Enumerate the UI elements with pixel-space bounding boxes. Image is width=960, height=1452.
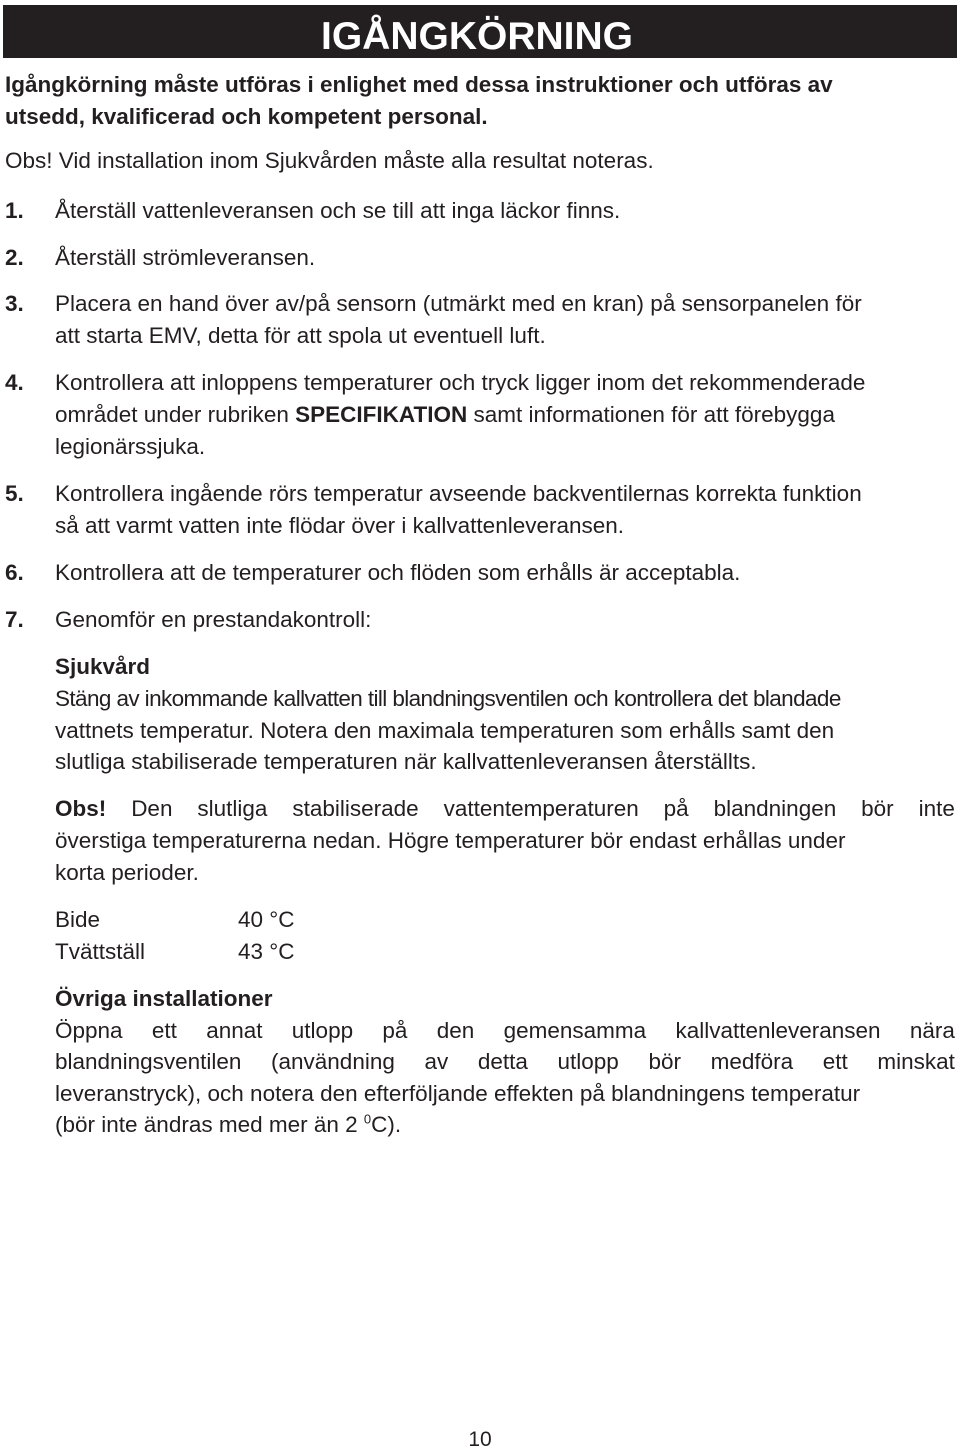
specification-reference: SPECIFIKATION bbox=[295, 402, 468, 427]
other-word: den bbox=[436, 1018, 475, 1043]
step-2-number: 2. bbox=[5, 245, 24, 270]
step-1-text: Återställ vattenleveransen och se till att inga läckor finns. bbox=[55, 198, 621, 223]
other-word: annat bbox=[206, 1018, 263, 1043]
note-label: Obs! bbox=[5, 148, 53, 173]
step-4-line-1: Kontrollera att inloppens temperaturer och tryck ligger inom det rekommenderade bbox=[55, 370, 866, 395]
other-word: bör bbox=[648, 1049, 681, 1074]
fixture-label: Bide bbox=[55, 907, 101, 932]
note2-word: på bbox=[663, 796, 689, 821]
note2-word: vattentemperaturen bbox=[443, 796, 639, 821]
step-5-line-1: Kontrollera ingående rörs temperatur avseende backventilernas korrekta funktion bbox=[55, 481, 862, 506]
step-4-line-2-post: samt informationen för att förebygga bbox=[473, 402, 835, 427]
step-5-line-2: så att varmt vatten inte flödar över i kallvattenleveransen. bbox=[55, 513, 625, 538]
note2-line-3: korta perioder. bbox=[55, 860, 199, 885]
intro-line-2: utsedd, kvalificerad och kompetent personal. bbox=[5, 104, 488, 129]
note2-word: stabiliserade bbox=[292, 796, 419, 821]
header-bar bbox=[3, 5, 957, 58]
step-3-line-1: Placera en hand över av/på sensorn (utmärkt med en kran) på sensorpanelen för bbox=[55, 291, 862, 316]
step-6-number: 6. bbox=[5, 560, 24, 585]
step-4-number: 4. bbox=[5, 370, 24, 395]
healthcare-line-2: vattnets temperatur. Notera den maximala temperaturen som erhålls samt den bbox=[55, 718, 835, 743]
step-6-text: Kontrollera att de temperaturer och flöden som erhålls är acceptabla. bbox=[55, 560, 741, 585]
note2-label: Obs! bbox=[55, 796, 107, 821]
other-word: ett bbox=[822, 1049, 848, 1074]
fixture-label: Tvättställ bbox=[55, 939, 146, 964]
intro-line-1: Igångkörning måste utföras i enlighet med dessa instruktioner och utföras av bbox=[5, 72, 833, 97]
healthcare-line-1: Stäng av inkommande kallvatten till blandningsventilen och kontrollera det blandade bbox=[55, 686, 841, 711]
note2-word: inte bbox=[918, 796, 955, 821]
healthcare-line-3: slutliga stabiliserade temperaturen när kallvattenleveransen återställts. bbox=[55, 749, 757, 774]
other-word: blandningsventilen bbox=[55, 1049, 242, 1074]
other-word: minskat bbox=[877, 1049, 955, 1074]
other-line-4-post: C). bbox=[371, 1112, 402, 1137]
step-3-number: 3. bbox=[5, 291, 24, 316]
note2-word: bör bbox=[861, 796, 894, 821]
other-word: Öppna bbox=[55, 1018, 123, 1043]
note-line bbox=[5, 148, 654, 174]
temperature-value: 40 °C bbox=[238, 907, 295, 932]
step-3-line-2: att starta EMV, detta för att spola ut eventuell luft. bbox=[55, 323, 546, 348]
temperature-value: 43 °C bbox=[238, 939, 295, 964]
step-2-text: Återställ strömleveransen. bbox=[55, 245, 316, 270]
other-word: ett bbox=[151, 1018, 177, 1043]
other-line-4 bbox=[55, 1112, 401, 1138]
other-word: medföra bbox=[710, 1049, 794, 1074]
step-7-text: Genomför en prestandakontroll: bbox=[55, 607, 372, 632]
page-title: IGÅNGKÖRNING bbox=[321, 15, 633, 58]
other-line-1 bbox=[55, 1018, 955, 1044]
other-word: nära bbox=[909, 1018, 955, 1043]
other-installations-heading: Övriga installationer bbox=[55, 986, 273, 1011]
note-text: Vid installation inom Sjukvården måste alla resultat noteras. bbox=[58, 148, 654, 173]
degree-superscript: 0 bbox=[363, 1111, 372, 1127]
note2-word: Den bbox=[131, 796, 173, 821]
other-word: (användning bbox=[271, 1049, 395, 1074]
other-word: av bbox=[424, 1049, 449, 1074]
other-word: utlopp bbox=[291, 1018, 354, 1043]
step-7-number: 7. bbox=[5, 607, 24, 632]
other-line-2 bbox=[55, 1049, 955, 1075]
other-word: gemensamma bbox=[503, 1018, 647, 1043]
healthcare-heading: Sjukvård bbox=[55, 654, 151, 679]
page-number: 10 bbox=[468, 1428, 492, 1451]
step-1-number: 1. bbox=[5, 198, 24, 223]
other-line-4-pre: (bör inte ändras med mer än 2 bbox=[55, 1112, 364, 1137]
note2-line-2: överstiga temperaturerna nedan. Högre temperaturer bör endast erhållas under bbox=[55, 828, 846, 853]
other-line-3: leveranstryck), och notera den efterföljande effekten på blandningens temperatur bbox=[55, 1081, 861, 1106]
other-word: kallvattenleveransen bbox=[675, 1018, 881, 1043]
step-4-line-2-pre: området under rubriken bbox=[55, 402, 289, 427]
other-word: på bbox=[382, 1018, 408, 1043]
note2-line-1 bbox=[55, 796, 955, 822]
step-4-line-3: legionärssjuka. bbox=[55, 434, 206, 459]
note2-word: slutliga bbox=[197, 796, 268, 821]
other-word: detta bbox=[477, 1049, 528, 1074]
note2-word: blandningen bbox=[713, 796, 837, 821]
step-5-number: 5. bbox=[5, 481, 24, 506]
other-word: utlopp bbox=[557, 1049, 619, 1074]
step-4-line-2 bbox=[55, 402, 835, 428]
